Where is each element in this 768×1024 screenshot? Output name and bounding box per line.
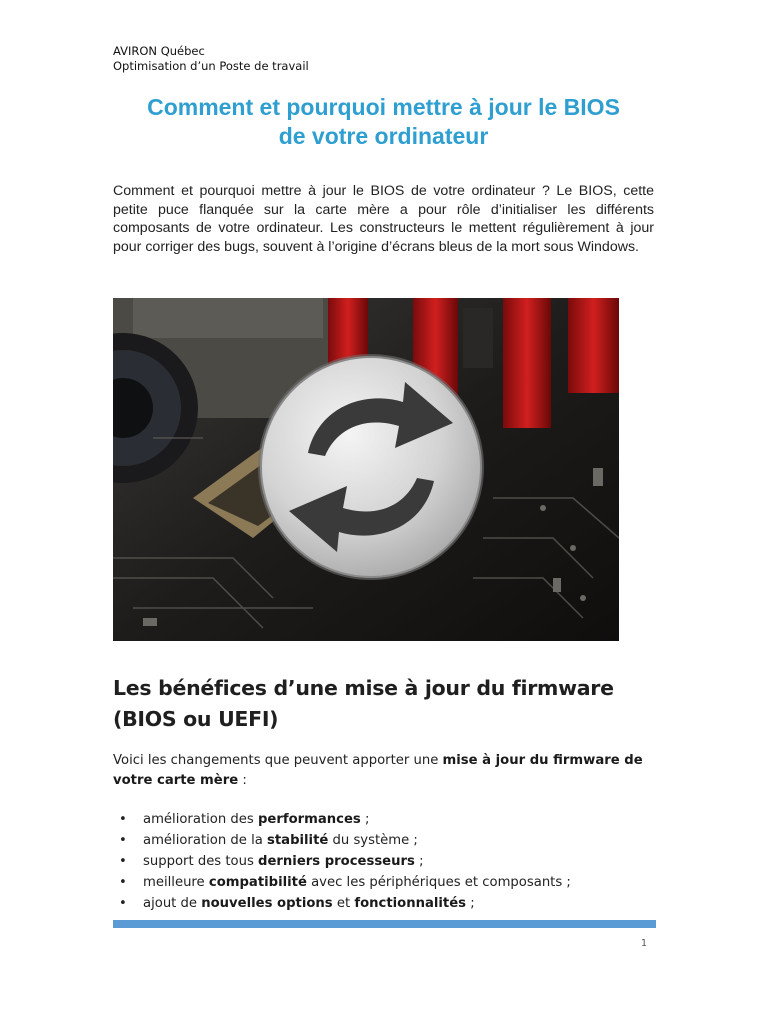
refresh-arrows-icon bbox=[258, 354, 484, 580]
item-text: support des tous bbox=[143, 854, 259, 869]
item-bold: compatibilité bbox=[208, 875, 307, 890]
item-text: amélioration de la bbox=[143, 833, 268, 848]
item-text: ; bbox=[466, 896, 475, 911]
list-item bbox=[113, 809, 571, 830]
item-bold: derniers processeurs bbox=[258, 854, 415, 869]
item-text: ajout de bbox=[143, 896, 202, 911]
item-bold: performances bbox=[257, 812, 361, 827]
section-heading: Les bénéfices d’une mise à jour du firmware (BIOS ou UEFI) bbox=[113, 676, 614, 731]
intro-paragraph: Comment et pourquoi mettre à jour le BIOS de votre ordinateur ? Le BIOS, cette petite puce flanquée sur la carte mère a pour rôle d’initialiser les différents composants de votre ordinateur. Les constructeurs le mettent régulièrement à jour pour corriger des bugs, souvent à l’origine d’écrans bleus de la mort sous Windows. bbox=[113, 183, 654, 255]
header-subtitle: Optimisation d’un Poste de travail bbox=[113, 59, 309, 73]
lead-bold-text: mise à jour du firmware de votre carte mère bbox=[113, 753, 643, 788]
title-line-1: Comment et pourquoi mettre à jour le BIOS bbox=[147, 94, 620, 120]
bullet-dot-icon: • bbox=[119, 875, 127, 890]
page-number: 1 bbox=[641, 938, 648, 949]
item-bold: nouvelles options bbox=[201, 896, 333, 911]
item-bold: stabilité bbox=[267, 833, 329, 848]
bullet-dot-icon: • bbox=[119, 833, 127, 848]
hero-image bbox=[113, 298, 619, 641]
bullet-dot-icon: • bbox=[119, 854, 127, 869]
section-lead bbox=[113, 751, 654, 791]
item-text: ; bbox=[414, 854, 424, 869]
document-header bbox=[113, 44, 309, 74]
item-text: avec les périphériques et composants ; bbox=[306, 875, 571, 890]
bullet-dot-icon: • bbox=[119, 896, 127, 911]
item-text: amélioration des bbox=[143, 812, 258, 827]
header-org: AVIRON Québec bbox=[113, 44, 205, 58]
benefits-list bbox=[113, 809, 571, 914]
bullet-dot-icon: • bbox=[119, 812, 127, 827]
item-text: meilleure bbox=[143, 875, 209, 890]
list-item bbox=[113, 893, 571, 914]
motherboard-illustration bbox=[113, 298, 619, 641]
lead-text: Voici les changements que peuvent apporter une bbox=[113, 753, 443, 768]
footer-divider-bar bbox=[113, 920, 656, 928]
title-line-2: de votre ordinateur bbox=[278, 123, 489, 149]
page-title bbox=[113, 93, 654, 151]
lead-suffix: : bbox=[238, 773, 247, 788]
list-item bbox=[113, 851, 571, 872]
item-text: ; bbox=[360, 812, 370, 827]
list-item bbox=[113, 830, 571, 851]
item-bold: fonctionnalités bbox=[354, 896, 467, 911]
list-item bbox=[113, 872, 571, 893]
item-text: du système ; bbox=[328, 833, 418, 848]
item-text: et bbox=[332, 896, 355, 911]
